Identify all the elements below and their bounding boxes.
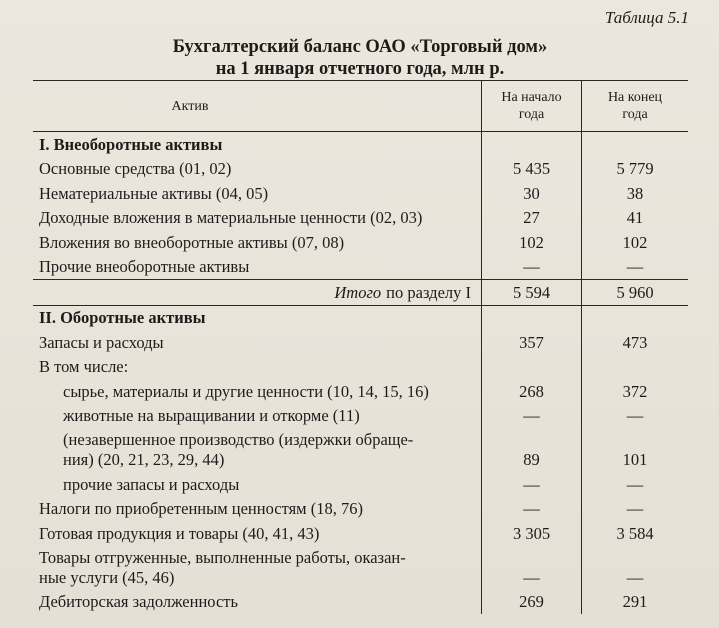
table-row bbox=[33, 590, 688, 615]
row-start: 357 bbox=[481, 330, 581, 355]
header-start: На начало года bbox=[481, 81, 581, 131]
row-start: 269 bbox=[481, 590, 581, 615]
balance-table bbox=[33, 80, 688, 614]
row-end: 102 bbox=[581, 230, 688, 255]
row-start: — bbox=[481, 472, 581, 497]
section-title: II. Оборотные активы bbox=[39, 308, 206, 327]
row-start: 268 bbox=[481, 379, 581, 404]
table-row bbox=[33, 330, 688, 355]
row-end: 5 779 bbox=[581, 157, 688, 182]
row-end: 3 584 bbox=[581, 521, 688, 546]
row-start: — bbox=[481, 255, 581, 280]
row-end: 38 bbox=[581, 181, 688, 206]
row-label: В том числе: bbox=[39, 357, 129, 376]
title-line-1: Бухгалтерский баланс ОАО «Торговый дом» bbox=[172, 37, 548, 57]
row-start: 30 bbox=[481, 181, 581, 206]
row-label: (незавершенное производство (издержки обраще- ния) (20, 21, 23, 29, 44) bbox=[63, 430, 414, 469]
title-line-2: на 1 января отчетного года, млн р. bbox=[215, 59, 505, 79]
row-label: Налоги по приобретенным ценностям (18, 76) bbox=[39, 499, 363, 518]
row-label: Вложения во внеоборотные активы (07, 08) bbox=[39, 232, 345, 252]
row-start: 89 bbox=[481, 428, 581, 472]
row-end: — bbox=[581, 546, 688, 590]
row-end: — bbox=[581, 255, 688, 280]
section-title-row bbox=[33, 132, 688, 157]
section-total-row bbox=[33, 279, 688, 306]
row-label: Готовая продукция и товары (40, 41, 43) bbox=[39, 523, 320, 543]
section-title: I. Внеоборотные активы bbox=[39, 134, 223, 154]
row-end: — bbox=[581, 497, 688, 522]
row-end: 372 bbox=[581, 379, 688, 404]
row-label: прочие запасы и расходы bbox=[63, 474, 240, 494]
row-label: сырье, материалы и другие ценности (10, 14, 15, 16) bbox=[63, 381, 429, 401]
table-row bbox=[33, 428, 688, 472]
row-start: — bbox=[481, 497, 581, 522]
row-label: Товары отгруженные, выполненные работы, оказан- ные услуги (45, 46) bbox=[39, 547, 406, 587]
table-row bbox=[33, 230, 688, 255]
section-title-row bbox=[33, 306, 688, 331]
table-row bbox=[33, 355, 688, 380]
row-label: Прочие внеоборотные активы bbox=[39, 257, 250, 276]
table-row bbox=[33, 181, 688, 206]
table-row bbox=[33, 521, 688, 546]
table-header-row bbox=[33, 81, 688, 132]
row-start: — bbox=[481, 546, 581, 590]
table-row bbox=[33, 379, 688, 404]
row-label: Дебиторская задолженность bbox=[39, 592, 239, 611]
table-row bbox=[33, 472, 688, 497]
row-label: животные на выращивании и откорме (11) bbox=[63, 406, 360, 425]
table-label: Таблица 5.1 bbox=[604, 8, 689, 27]
table-row bbox=[33, 157, 688, 182]
header-item: Актив bbox=[171, 98, 209, 114]
table-title bbox=[40, 36, 680, 80]
header-end: На конец года bbox=[581, 81, 688, 131]
table-row bbox=[33, 546, 688, 590]
row-start bbox=[481, 355, 581, 380]
table-row bbox=[33, 206, 688, 231]
table-row bbox=[33, 404, 688, 429]
row-end: 291 bbox=[581, 590, 688, 615]
row-end: 41 bbox=[581, 206, 688, 231]
row-start: 102 bbox=[481, 230, 581, 255]
row-label: Запасы и расходы bbox=[39, 332, 164, 352]
table-row bbox=[33, 255, 688, 280]
row-end bbox=[581, 355, 688, 380]
row-label: Нематериальные активы (04, 05) bbox=[39, 183, 269, 203]
row-label: Доходные вложения в материальные ценности (02, 03) bbox=[39, 208, 423, 227]
total-label: Итого по разделу I bbox=[334, 282, 471, 302]
row-end: 101 bbox=[581, 428, 688, 472]
row-end: 473 bbox=[581, 330, 688, 355]
total-end: 5 960 bbox=[581, 280, 688, 305]
row-end: — bbox=[581, 404, 688, 429]
row-start: — bbox=[481, 404, 581, 429]
total-start: 5 594 bbox=[481, 280, 581, 305]
row-start: 3 305 bbox=[481, 521, 581, 546]
row-start: 27 bbox=[481, 206, 581, 231]
row-end: — bbox=[581, 472, 688, 497]
row-start: 5 435 bbox=[481, 157, 581, 182]
row-label: Основные средства (01, 02) bbox=[39, 159, 232, 178]
table-row bbox=[33, 497, 688, 522]
